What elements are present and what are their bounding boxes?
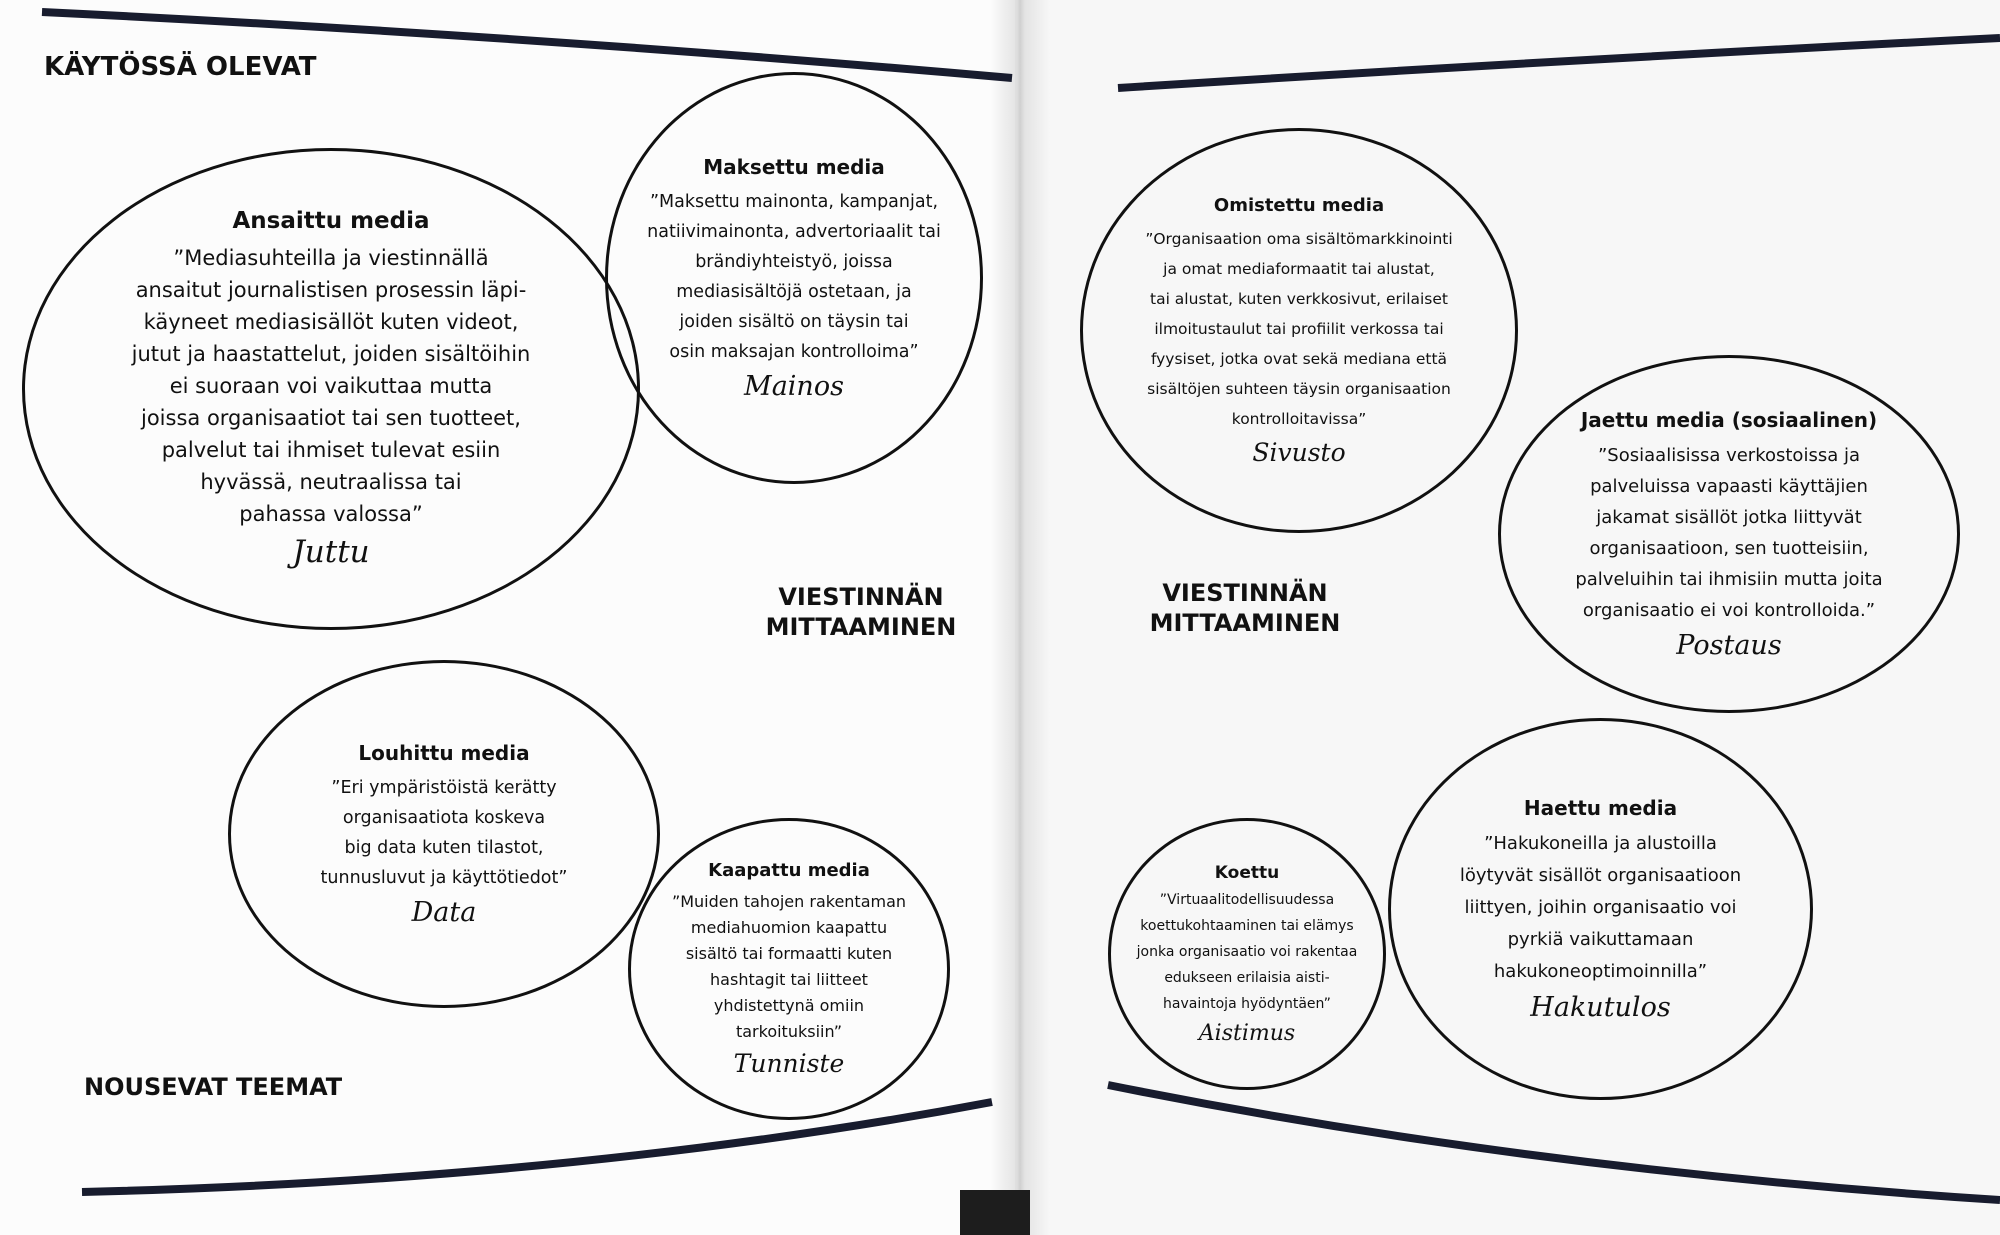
desc-koettu: ”Virtuaalitodellisuudessa koettukohtaaminen tai elämys jonka organisaatio voi rakentaa edukseen erilaisia aisti- havaintoja hyödyntäen” xyxy=(1136,891,1358,1012)
circle-kaapattu-media xyxy=(628,818,950,1120)
label-kaytossa-olevat: KÄYTÖSSÄ OLEVAT xyxy=(44,52,317,82)
tag-tunniste: Tunniste xyxy=(733,1049,845,1078)
tag-juttu: Juttu xyxy=(292,534,370,570)
circle-omistettu-media xyxy=(1080,128,1518,533)
tag-postaus: Postaus xyxy=(1676,629,1782,661)
title-haettu-media: Haettu media xyxy=(1523,795,1678,820)
title-louhittu-media: Louhittu media xyxy=(358,740,530,765)
top-right-curve xyxy=(1118,38,2000,88)
circle-haettu-media xyxy=(1388,718,1813,1100)
desc-jaettu-media: ”Sosiaalisissa verkostoissa ja palveluissa vapaasti käyttäjien jakamat sisällöt jotka liittyvät organisaatioon, sen tuotteisiin, palveluihin tai ihmisiin mutta joita organisaatio ei voi kontrolloida.” xyxy=(1575,444,1883,621)
circle-louhittu-media xyxy=(228,660,660,1008)
title-koettu: Koettu xyxy=(1214,862,1280,883)
desc-haettu-media: ”Hakukoneilla ja alustoilla löytyvät sisällöt organisaatioon liittyen, joihin organisaatio voi pyrkiä vaikuttamaan hakukoneoptimoinnilla” xyxy=(1459,832,1742,982)
title-kaapattu-media: Kaapattu media xyxy=(708,860,870,881)
desc-maksettu-media: ”Maksettu mainonta, kampanjat, natiivimainonta, advertoriaalit tai brändiyhteistyö, joissa mediasisältöjä ostetaan, ja joiden sisältö on täysin tai osin maksajan kontrolloima” xyxy=(647,191,941,362)
tag-sivusto: Sivusto xyxy=(1252,437,1346,467)
label-nousevat-teemat: NOUSEVAT TEEMAT xyxy=(84,1073,343,1101)
desc-kaapattu-media: ”Muiden tahojen rakentaman mediahuomion kaapattu sisältö tai formaatti kuten hashtagit tai liitteet yhdistettynä omiin tarkoituksiin” xyxy=(671,892,907,1041)
title-omistettu-media: Omistettu media xyxy=(1213,194,1385,216)
desc-omistettu-media: ”Organisaation oma sisältömarkkinointi ja omat mediaformaatit tai alustat, tai alustat, kuten verkkosivut, erilaiset ilmoitustaulut tai profiilit verkossa tai fyysiset, jotka ovat sekä mediana että sisältöjen suhteen täysin organisaation kontrolloitavissa” xyxy=(1145,229,1453,428)
tag-aistimus: Aistimus xyxy=(1198,1020,1296,1046)
tag-hakutulos: Hakutulos xyxy=(1530,991,1671,1023)
label-viestinnan-mittaaminen-right: VIESTINNÄN MITTAAMINEN xyxy=(1149,579,1341,637)
desc-ansaittu-media: ”Mediasuhteilla ja viestinnällä ansaitut journalistisen prosessin läpi- käyneet mediasisällöt kuten videot, jutut ja haastattelut, joiden sisältöihin ei suoraan voi vaikuttaa mutta joissa organisaatiot tai sen tuotteet, palvelut tai ihmiset tulevat esiin hyvässä, neutraalissa tai pahassa valossa” xyxy=(131,246,531,526)
label-viestinnan-mittaaminen-left: VIESTINNÄN MITTAAMINEN xyxy=(765,583,957,641)
title-maksettu-media: Maksettu media xyxy=(703,154,885,179)
tag-data: Data xyxy=(411,896,477,928)
desc-louhittu-media: ”Eri ympäristöistä kerätty organisaatiota koskeva big data kuten tilastot, tunnusluvut ja käyttötiedot” xyxy=(320,777,568,888)
circle-jaettu-media xyxy=(1498,355,1960,713)
tag-mainos: Mainos xyxy=(744,370,844,402)
title-jaettu-media: Jaettu media (sosiaalinen) xyxy=(1580,407,1878,432)
circle-koettu xyxy=(1108,818,1386,1090)
circle-ansaittu-media xyxy=(22,148,640,630)
circle-maksettu-media xyxy=(605,72,983,484)
title-ansaittu-media: Ansaittu media xyxy=(232,208,430,234)
bottom-right-curve xyxy=(1108,1085,2000,1200)
bottom-left-curve xyxy=(82,1102,992,1192)
